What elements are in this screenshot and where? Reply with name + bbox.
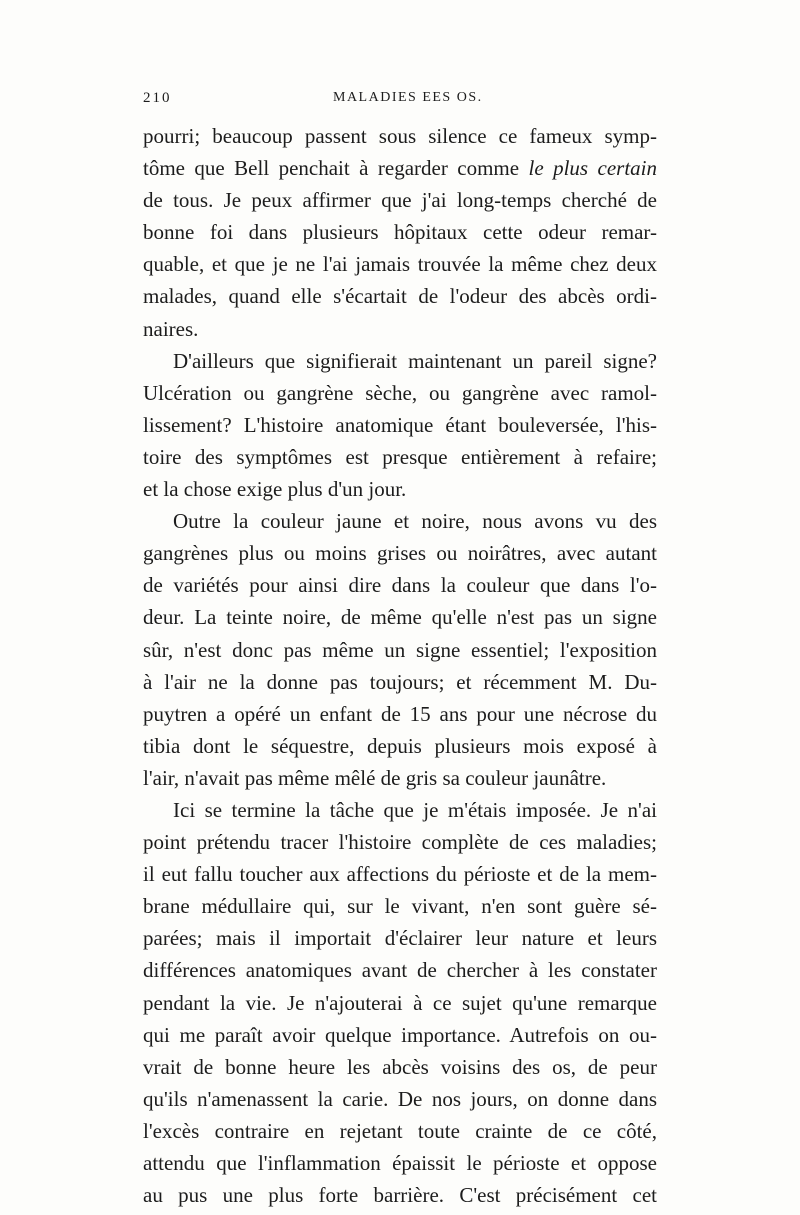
- text-line: de variétés pour ainsi dire dans la couleur que dans l'o-: [143, 573, 657, 598]
- text-line: Ulcération ou gangrène sèche, ou gangrène avec ramol-: [143, 380, 657, 405]
- text-line: sûr, n'est donc pas même un signe essentiel; l'exposition: [143, 637, 657, 662]
- text-line: tôme que Bell penchait à regarder comme le plus certain: [143, 156, 657, 181]
- body-text: [143, 120, 657, 1211]
- text-line: malades, quand elle s'écartait de l'odeur des abcès ordi-: [143, 284, 657, 309]
- text-line: parées; mais il importait d'éclairer leur nature et leurs: [143, 926, 657, 951]
- text-line: au pus une plus forte barrière. C'est précisément cet: [143, 1183, 657, 1208]
- text-line: toire des symptômes est presque entièrement à refaire;: [143, 444, 657, 469]
- text-line: pourri; beaucoup passent sous silence ce fameux symp-: [143, 124, 657, 148]
- text-line: tibia dont le séquestre, depuis plusieurs mois exposé à: [143, 733, 657, 758]
- text-line: de tous. Je peux affirmer que j'ai long-temps cherché de: [143, 188, 657, 213]
- text-line: lissement? L'histoire anatomique étant bouleversée, l'his-: [143, 412, 657, 437]
- text-line: naires.: [143, 316, 199, 341]
- italic-phrase: le plus certain: [528, 156, 657, 181]
- text-line: qu'ils n'amenassent la carie. De nos jours, on donne dans: [143, 1086, 657, 1111]
- text-line: l'excès contraire en rejetant toute crainte de ce côté,: [143, 1118, 657, 1143]
- text-line: qui me paraît avoir quelque importance. Autrefois on ou-: [143, 1022, 657, 1047]
- text-line: deur. La teinte noire, de même qu'elle n'est pas un signe: [143, 605, 657, 630]
- text-line: l'air, n'avait pas même mêlé de gris sa couleur jaunâtre.: [143, 765, 607, 790]
- text-line: à l'air ne la donne pas toujours; et récemment M. Du-: [143, 669, 657, 694]
- running-head: MALADIES EES OS.: [333, 90, 483, 105]
- text-line: pendant la vie. Je n'ajouterai à ce sujet qu'une remarque: [143, 990, 657, 1015]
- page-number: 210: [143, 90, 172, 106]
- text-line: D'ailleurs que signifierait maintenant un pareil signe?: [173, 348, 657, 373]
- text-line: gangrènes plus ou moins grises ou noirâtres, avec autant: [143, 541, 657, 566]
- text-line: puytren a opéré un enfant de 15 ans pour une nécrose du: [143, 701, 657, 726]
- text-line: point prétendu tracer l'histoire complète de ces maladies;: [143, 830, 657, 855]
- page-header: [143, 90, 657, 116]
- text-line: bonne foi dans plusieurs hôpitaux cette odeur remar-: [143, 220, 657, 245]
- text-line: différences anatomiques avant de chercher à les constater: [143, 958, 657, 983]
- text-line: Outre la couleur jaune et noire, nous avons vu des: [173, 509, 657, 534]
- text-line: brane médullaire qui, sur le vivant, n'en sont guère sé-: [143, 894, 657, 919]
- text-line: et la chose exige plus d'un jour.: [143, 477, 407, 502]
- text-line: Ici se termine la tâche que je m'étais imposée. Je n'ai: [173, 797, 657, 822]
- text-line: quable, et que je ne l'ai jamais trouvée la même chez deux: [143, 252, 657, 277]
- text-line: vrait de bonne heure les abcès voisins des os, de peur: [143, 1054, 657, 1079]
- text-line: attendu que l'inflammation épaissit le périoste et oppose: [143, 1151, 657, 1175]
- text-line: il eut fallu toucher aux affections du périoste et de la mem-: [143, 862, 657, 887]
